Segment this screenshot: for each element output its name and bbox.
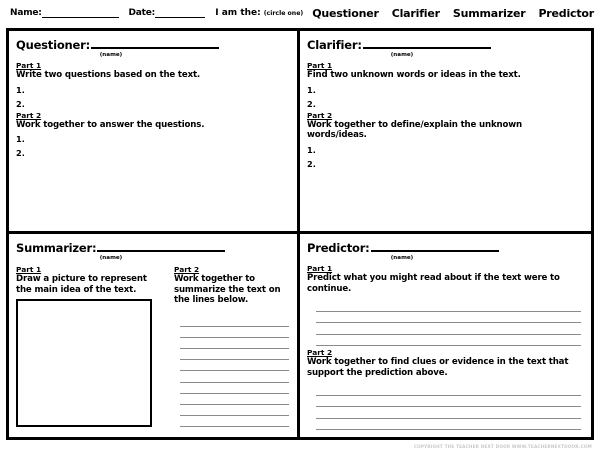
write-line[interactable] bbox=[180, 371, 289, 382]
write-line[interactable] bbox=[180, 360, 289, 371]
worksheet-header bbox=[0, 0, 600, 26]
write-line[interactable] bbox=[316, 396, 581, 408]
predictor-name-sublabel: (name) bbox=[390, 255, 414, 261]
role-option-questioner[interactable]: Questioner bbox=[312, 6, 379, 20]
write-line[interactable] bbox=[180, 316, 289, 327]
summarizer-drawing-box[interactable] bbox=[16, 299, 152, 427]
clarifier-title-row bbox=[307, 36, 583, 52]
circle-one-label: (circle one) bbox=[263, 9, 304, 17]
role-option-summarizer[interactable]: Summarizer bbox=[452, 6, 526, 20]
clarifier-title: Clarifier: bbox=[307, 38, 362, 52]
write-line[interactable] bbox=[180, 327, 289, 338]
role-option-predictor[interactable]: Predictor bbox=[538, 6, 594, 20]
clarifier-part2-item-2[interactable] bbox=[307, 160, 583, 169]
summarizer-title-row bbox=[16, 239, 289, 255]
name-label: Name: bbox=[10, 8, 42, 18]
clarifier-name-sublabel: (name) bbox=[390, 52, 414, 58]
quadrant-grid bbox=[6, 28, 594, 440]
predictor-part1-label: Part 1 bbox=[307, 264, 333, 273]
summarizer-part2-text: Work together to summarize the text on the lines below. bbox=[174, 274, 281, 305]
questioner-name-blank[interactable] bbox=[91, 36, 219, 49]
item-number: 1. bbox=[16, 84, 25, 95]
predictor-title-row bbox=[307, 239, 583, 255]
write-line[interactable] bbox=[180, 338, 289, 349]
date-blank-line[interactable] bbox=[155, 8, 205, 18]
item-number: 2. bbox=[16, 148, 25, 158]
item-number: 1. bbox=[307, 144, 316, 155]
clarifier-part1-text: Find two unknown words or ideas in the text. bbox=[307, 70, 521, 80]
write-line[interactable] bbox=[316, 407, 581, 419]
questioner-part1-text: Write two questions based on the text. bbox=[16, 70, 201, 80]
name-blank-line[interactable] bbox=[42, 8, 119, 18]
clarifier-part1-item-2[interactable] bbox=[307, 100, 583, 109]
clarifier-part1-label: Part 1 bbox=[307, 61, 333, 70]
i-am-the-label: I am the: bbox=[215, 8, 261, 18]
summarizer-columns bbox=[16, 263, 289, 427]
item-number: 2. bbox=[307, 98, 316, 109]
predictor-part2-lines[interactable] bbox=[307, 384, 583, 430]
write-line[interactable] bbox=[316, 312, 581, 324]
summarizer-name-sublabel: (name) bbox=[99, 255, 123, 261]
questioner-part2-text: Work together to answer the questions. bbox=[16, 119, 205, 130]
questioner-part2-item-2[interactable] bbox=[16, 149, 289, 158]
footer-attribution: COPYRIGHT THE TEACHER NEXT DOOR WWW.TEACHERNEXTDOOR.COM bbox=[413, 444, 592, 449]
write-line[interactable] bbox=[316, 419, 581, 431]
write-line[interactable] bbox=[316, 323, 581, 335]
write-line[interactable] bbox=[316, 384, 581, 396]
questioner-part1-item-2[interactable] bbox=[16, 100, 289, 109]
quadrant-predictor bbox=[300, 234, 591, 437]
role-option-clarifier[interactable]: Clarifier bbox=[391, 6, 440, 20]
item-number: 1. bbox=[16, 134, 25, 144]
clarifier-part2-text: Work together to define/explain the unknown words/ideas. bbox=[307, 119, 523, 140]
write-line[interactable] bbox=[180, 416, 289, 427]
questioner-title: Questioner: bbox=[16, 38, 91, 52]
summarizer-part2-lines[interactable] bbox=[174, 316, 289, 428]
write-line[interactable] bbox=[180, 394, 289, 405]
questioner-name-sublabel: (name) bbox=[99, 52, 123, 58]
questioner-part1-label: Part 1 bbox=[16, 61, 42, 70]
predictor-part2-label: Part 2 bbox=[307, 348, 333, 357]
clarifier-part1-item-1[interactable] bbox=[307, 86, 583, 95]
summarizer-part1-label: Part 1 bbox=[16, 265, 42, 274]
predictor-part2-text: Work together to find clues or evidence in the text that support the prediction above. bbox=[307, 357, 569, 378]
quadrant-summarizer bbox=[9, 234, 300, 437]
clarifier-part2-label: Part 2 bbox=[307, 110, 333, 120]
write-line[interactable] bbox=[180, 405, 289, 416]
item-number: 1. bbox=[307, 84, 316, 95]
predictor-title: Predictor: bbox=[307, 241, 370, 255]
summarizer-part1-column bbox=[16, 263, 164, 427]
item-number: 2. bbox=[16, 98, 25, 109]
item-number: 2. bbox=[307, 158, 316, 169]
questioner-part2-item-1[interactable] bbox=[16, 135, 289, 144]
predictor-name-blank[interactable] bbox=[371, 239, 499, 252]
write-line[interactable] bbox=[316, 300, 581, 312]
quadrant-clarifier bbox=[300, 31, 591, 234]
summarizer-title: Summarizer: bbox=[16, 241, 97, 255]
clarifier-name-blank[interactable] bbox=[363, 36, 491, 49]
write-line[interactable] bbox=[180, 383, 289, 394]
summarizer-name-blank[interactable] bbox=[97, 239, 225, 252]
questioner-title-row bbox=[16, 36, 289, 52]
clarifier-part2-item-1[interactable] bbox=[307, 146, 583, 155]
summarizer-part2-label: Part 2 bbox=[174, 265, 200, 274]
questioner-part2-label: Part 2 bbox=[16, 110, 42, 120]
summarizer-part1-text: Draw a picture to represent the main idea of the text. bbox=[16, 274, 147, 295]
date-label: Date: bbox=[128, 8, 156, 18]
summarizer-part2-column bbox=[174, 263, 289, 427]
questioner-part1-item-1[interactable] bbox=[16, 86, 289, 95]
write-line[interactable] bbox=[180, 349, 289, 360]
write-line[interactable] bbox=[316, 335, 581, 347]
quadrant-questioner bbox=[9, 31, 300, 234]
predictor-part1-lines[interactable] bbox=[307, 300, 583, 346]
predictor-part1-text: Predict what you might read about if the text were to continue. bbox=[307, 273, 560, 294]
